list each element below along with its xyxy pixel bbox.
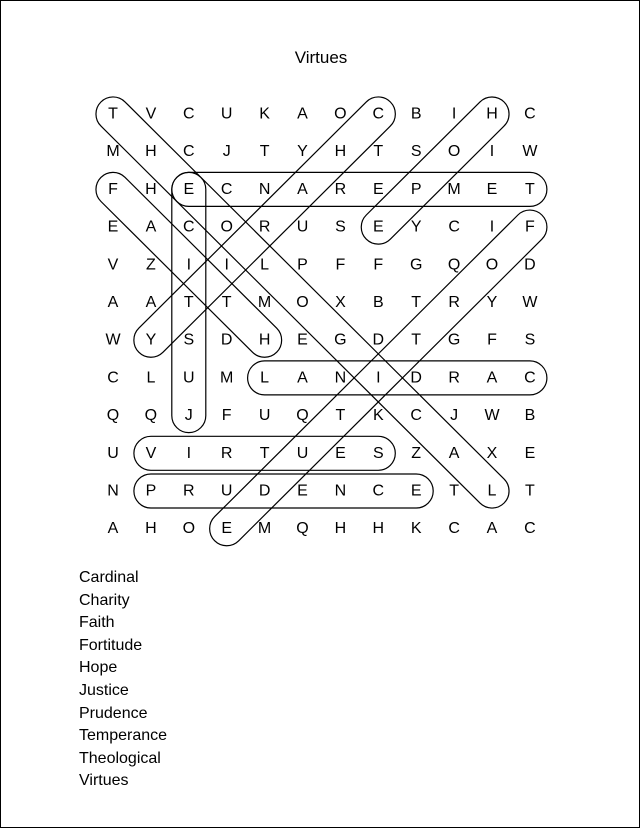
grid-letter: M bbox=[257, 520, 272, 538]
grid-letter: I bbox=[186, 444, 192, 462]
grid-letter: Q bbox=[296, 407, 309, 425]
grid-letter: U bbox=[296, 218, 309, 236]
grid-letter: F bbox=[525, 218, 535, 236]
grid-letter: H bbox=[145, 143, 157, 161]
grid-letter: I bbox=[489, 218, 495, 236]
solution-loop-cardinal bbox=[248, 361, 547, 395]
grid-letter: C bbox=[524, 105, 536, 123]
grid-letter: A bbox=[486, 369, 498, 387]
grid-letter: E bbox=[486, 180, 498, 198]
grid-letter: Y bbox=[145, 331, 157, 349]
grid-letter: O bbox=[296, 294, 309, 311]
grid-letter: F bbox=[221, 407, 232, 425]
grid-letter: O bbox=[220, 218, 233, 236]
grid-letter: S bbox=[524, 331, 536, 349]
grid-letter: M bbox=[106, 143, 120, 161]
grid-letter: G bbox=[447, 331, 461, 349]
grid-letter: C bbox=[524, 520, 536, 538]
grid-letter: Q bbox=[144, 407, 158, 425]
grid-letter: P bbox=[297, 256, 308, 274]
grid-letter: T bbox=[183, 294, 194, 311]
grid-letter: C bbox=[448, 520, 460, 538]
grid-letter: F bbox=[487, 331, 497, 349]
grid-letter: I bbox=[376, 369, 381, 387]
grid-letter: C bbox=[410, 407, 422, 425]
solution-loop-prudence bbox=[134, 474, 433, 508]
word-list-item-fortitude: Fortitude bbox=[79, 636, 143, 654]
word-list bbox=[79, 567, 167, 793]
word-list-item-temperance: Temperance bbox=[79, 727, 168, 745]
grid-letter: M bbox=[257, 294, 272, 311]
grid-letter: Y bbox=[297, 143, 308, 161]
grid-letter: A bbox=[486, 520, 498, 538]
grid-letter: B bbox=[524, 407, 536, 425]
grid-letter: X bbox=[486, 444, 498, 462]
grid-letter: E bbox=[372, 218, 384, 236]
grid-letter: U bbox=[220, 105, 233, 123]
grid-letter: S bbox=[410, 143, 422, 161]
grid-letter: N bbox=[107, 482, 119, 500]
grid-letter: C bbox=[524, 369, 536, 387]
grid-letter: H bbox=[334, 143, 347, 161]
grid-letter: Y bbox=[486, 294, 498, 311]
grid-letter: T bbox=[335, 407, 346, 425]
grid-letter: T bbox=[411, 294, 422, 311]
grid-letter: K bbox=[410, 520, 422, 538]
grid-letter: H bbox=[334, 520, 347, 538]
word-list-item-charity: Charity bbox=[79, 591, 130, 609]
grid-letter: D bbox=[410, 369, 422, 387]
grid-letter: U bbox=[183, 369, 195, 387]
grid-letter: N bbox=[258, 180, 271, 198]
grid-letter: H bbox=[145, 520, 157, 538]
grid-letter: W bbox=[484, 407, 500, 425]
grid-letter: F bbox=[373, 256, 384, 274]
grid-letter: N bbox=[334, 482, 347, 500]
grid-letter: W bbox=[105, 331, 121, 349]
grid-letter: T bbox=[259, 444, 270, 462]
grid-letter: X bbox=[335, 294, 346, 311]
grid-letter: L bbox=[260, 256, 270, 274]
grid-letter: Q bbox=[106, 407, 120, 425]
grid-letter: I bbox=[451, 105, 457, 123]
grid-letter: P bbox=[410, 180, 422, 198]
grid-letter: R bbox=[448, 369, 460, 387]
grid-letter: Z bbox=[411, 444, 422, 462]
grid-letter: T bbox=[411, 331, 422, 349]
grid-letter: J bbox=[222, 143, 231, 161]
grid-letter: I bbox=[224, 256, 229, 274]
grid-letter: C bbox=[372, 482, 385, 500]
grid-letter: U bbox=[296, 444, 309, 462]
letter-grid bbox=[105, 106, 538, 538]
grid-letter: R bbox=[334, 180, 347, 198]
grid-letter: V bbox=[107, 256, 119, 274]
grid-letter: H bbox=[145, 180, 157, 198]
grid-letter: A bbox=[448, 444, 460, 462]
grid-letter: A bbox=[297, 105, 308, 123]
grid-letter: I bbox=[186, 256, 192, 274]
grid-letter: C bbox=[183, 143, 195, 161]
grid-letter: A bbox=[297, 369, 308, 387]
word-list-item-hope: Hope bbox=[79, 659, 118, 677]
grid-letter: D bbox=[220, 331, 233, 349]
grid-letter: T bbox=[108, 105, 118, 123]
grid-letter: U bbox=[220, 482, 233, 500]
grid-letter: I bbox=[489, 143, 495, 161]
grid-letter: E bbox=[297, 331, 308, 349]
grid-letter: L bbox=[260, 369, 270, 387]
grid-letter: D bbox=[524, 256, 536, 274]
grid-letter: E bbox=[107, 218, 119, 236]
grid-letter: L bbox=[487, 482, 497, 500]
grid-letter: K bbox=[372, 407, 384, 425]
grid-letter: M bbox=[220, 369, 234, 387]
grid-letter: U bbox=[258, 407, 271, 425]
grid-letter: Q bbox=[447, 256, 461, 274]
grid-letter: C bbox=[183, 218, 195, 236]
grid-letter: R bbox=[220, 444, 233, 462]
grid-letter: A bbox=[107, 294, 119, 311]
grid-letter: C bbox=[220, 180, 233, 198]
grid-letter: E bbox=[410, 482, 422, 500]
grid-letter: E bbox=[183, 180, 195, 198]
grid-letter: A bbox=[145, 294, 157, 311]
grid-letter: E bbox=[297, 482, 308, 500]
grid-letter: W bbox=[522, 143, 538, 161]
grid-letter: T bbox=[259, 143, 270, 161]
grid-letter: V bbox=[145, 444, 157, 462]
grid-letter: C bbox=[372, 105, 385, 123]
grid-letter: H bbox=[258, 331, 271, 349]
grid-letter: T bbox=[221, 294, 232, 311]
word-list-item-prudence: Prudence bbox=[79, 704, 148, 722]
grid-letter: R bbox=[258, 218, 271, 236]
grid-letter: C bbox=[107, 369, 119, 387]
grid-letter: E bbox=[335, 444, 346, 462]
grid-letter: S bbox=[183, 331, 195, 349]
grid-letter: O bbox=[182, 520, 196, 538]
grid-letter: G bbox=[409, 256, 423, 274]
grid-letter: A bbox=[145, 218, 157, 236]
grid-letter: Q bbox=[296, 520, 309, 538]
grid-letter: L bbox=[146, 369, 156, 387]
grid-letter: A bbox=[297, 180, 308, 198]
grid-letter: N bbox=[334, 369, 347, 387]
grid-letter: E bbox=[372, 180, 384, 198]
grid-letter: H bbox=[372, 520, 385, 538]
grid-letter: Z bbox=[146, 256, 156, 274]
grid-letter: F bbox=[108, 180, 118, 198]
grid-letter: J bbox=[184, 407, 193, 425]
grid-letter: B bbox=[410, 105, 422, 123]
grid-letter: O bbox=[447, 143, 461, 161]
grid-letter: J bbox=[450, 407, 459, 425]
grid-letter: F bbox=[335, 256, 346, 274]
puzzle-title: Virtues bbox=[294, 48, 348, 67]
grid-letter: A bbox=[107, 520, 119, 538]
word-list-item-theological: Theological bbox=[79, 749, 161, 767]
grid-letter: B bbox=[372, 294, 384, 311]
grid-letter: D bbox=[372, 331, 385, 349]
grid-letter: R bbox=[183, 482, 195, 500]
grid-letter: O bbox=[334, 105, 347, 123]
grid-letter: R bbox=[448, 294, 460, 311]
grid-letter: G bbox=[334, 331, 347, 349]
grid-letter: W bbox=[522, 294, 538, 311]
grid-letter: P bbox=[145, 482, 157, 500]
solution-loops bbox=[96, 97, 547, 546]
grid-letter: E bbox=[524, 444, 536, 462]
grid-letter: T bbox=[449, 482, 459, 500]
grid-letter: H bbox=[486, 105, 498, 123]
word-list-item-virtues: Virtues bbox=[79, 772, 129, 790]
grid-letter: K bbox=[259, 105, 270, 123]
word-list-item-cardinal: Cardinal bbox=[79, 569, 139, 586]
word-list-item-justice: Justice bbox=[79, 681, 129, 699]
grid-letter: T bbox=[525, 482, 535, 500]
word-list-item-faith: Faith bbox=[79, 614, 115, 632]
grid-letter: C bbox=[183, 105, 195, 123]
grid-letter: C bbox=[448, 218, 460, 236]
grid-letter: V bbox=[145, 105, 157, 123]
grid-letter: S bbox=[335, 218, 346, 236]
grid-letter: U bbox=[107, 444, 119, 462]
grid-letter: M bbox=[447, 180, 461, 198]
grid-letter: T bbox=[525, 180, 535, 198]
grid-letter: O bbox=[485, 256, 499, 274]
grid-letter: E bbox=[221, 520, 233, 538]
grid-letter: T bbox=[373, 143, 384, 161]
grid-letter: S bbox=[372, 444, 384, 462]
grid-letter: D bbox=[258, 482, 271, 500]
grid-letter: Y bbox=[410, 218, 422, 236]
